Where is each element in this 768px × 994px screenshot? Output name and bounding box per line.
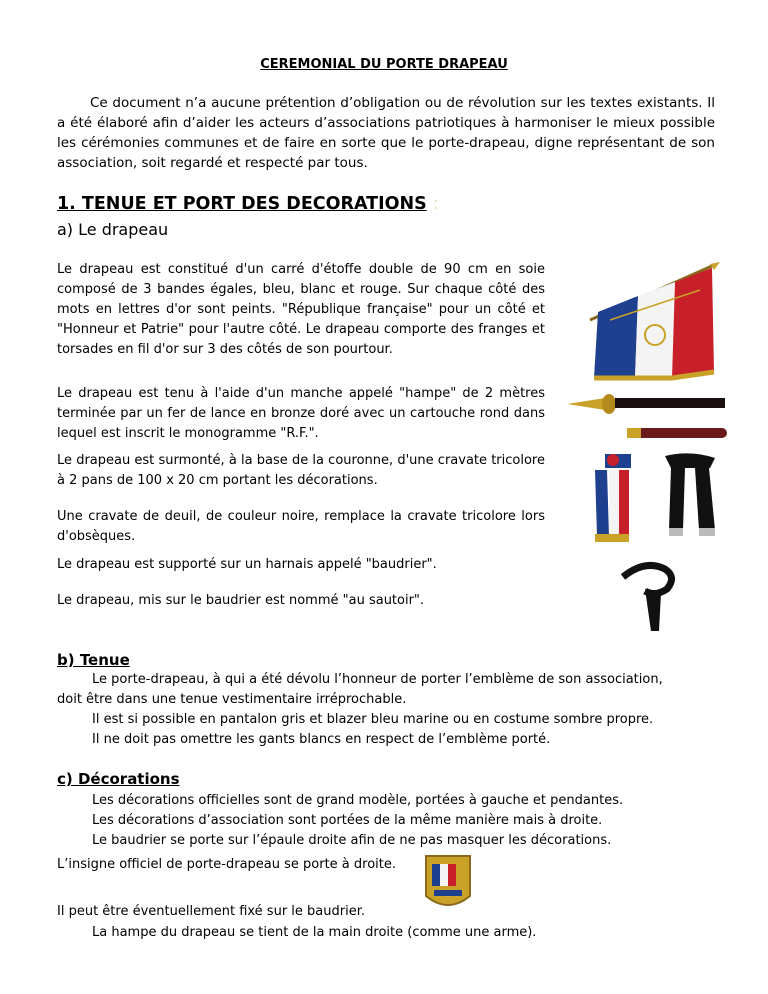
flag-illustration	[580, 260, 730, 390]
subheading-tenue: b) Tenue	[57, 651, 130, 669]
section-heading-tenue-port: 1. TENUE ET PORT DES DECORATIONS :	[57, 194, 439, 214]
subheading-drapeau: a) Le drapeau	[57, 220, 169, 239]
insigne-paragraph: L’insigne officiel de porte-drapeau se porte à droite.	[57, 857, 397, 872]
paragraph-sautoir: Le drapeau, mis sur le baudrier est nommé "au sautoir".	[57, 593, 425, 608]
baudrier-illustration	[615, 555, 695, 635]
subheading-decorations: c) Décorations	[57, 770, 180, 788]
paragraph-hampe: Le drapeau est tenu à l'aide d'un manche appelé "hampe" de 2 mètres terminée par un fer de lance en bronze doré avec un cartouche rond dans lequel est inscrit le monogramme "R.F.".	[57, 386, 545, 441]
insigne-badge-illustration	[420, 850, 476, 916]
hampe-main-droite: La hampe du drapeau se tient de la main droite (comme une arme).	[92, 925, 537, 940]
decorations-line-3: Le baudrier se porte sur l’épaule droite afin de ne pas masquer les décorations.	[92, 833, 612, 848]
decorations-line-1: Les décorations officielles sont de grand modèle, portées à gauche et pendantes.	[92, 793, 624, 808]
tenue-line-1b: doit être dans une tenue vestimentaire irréprochable.	[57, 692, 407, 707]
page-title: CEREMONIAL DU PORTE DRAPEAU	[260, 57, 508, 72]
heading-colon: :	[432, 194, 439, 214]
paragraph-cravate-deuil: Une cravate de deuil, de couleur noire, remplace la cravate tricolore lors d'obsèques.	[57, 509, 545, 544]
cravates-illustration	[585, 448, 735, 548]
fixe-paragraph: Il peut être éventuellement fixé sur le baudrier.	[57, 904, 365, 919]
decorations-line-2: Les décorations d’association sont portées de la même manière mais à droite.	[92, 813, 603, 828]
paragraph-baudrier: Le drapeau est supporté sur un harnais appelé "baudrier".	[57, 557, 437, 572]
hampe-lance-illustration	[565, 380, 735, 450]
intro-paragraph: Ce document n’a aucune prétention d’obligation ou de révolution sur les textes existants. Il a été élaboré afin d’aider les acteurs d’associations patriotiques à harmoniser le mieux possible les cérémonies communes et de faire en sorte que le porte-drapeau, digne représentant de son association, soit regardé et respecté par tous.	[57, 95, 715, 171]
tenue-line-2: Il est si possible en pantalon gris et blazer bleu marine ou en costume sombre propre.	[92, 712, 654, 727]
tenue-line-1: Le porte-drapeau, à qui a été dévolu l’honneur de porter l’emblème de son association,	[92, 672, 663, 687]
tenue-line-3: Il ne doit pas omettre les gants blancs en respect de l’emblème porté.	[92, 732, 551, 747]
paragraph-cravate: Le drapeau est surmonté, à la base de la couronne, d'une cravate tricolore à 2 pans de 100 x 20 cm portant les décorations.	[57, 453, 545, 488]
paragraph-drapeau-description: Le drapeau est constitué d'un carré d'étoffe double de 90 cm en soie composé de 3 bandes égales, bleu, blanc et rouge. Sur chaque côté des mots en lettres d'or sont peints. "République française" pour un côté et "Honneur et Patrie" pour l'autre côté. Le drapeau comporte des franges et torsades en fil d'or sur 3 des côtés de son pourtour.	[57, 262, 545, 357]
